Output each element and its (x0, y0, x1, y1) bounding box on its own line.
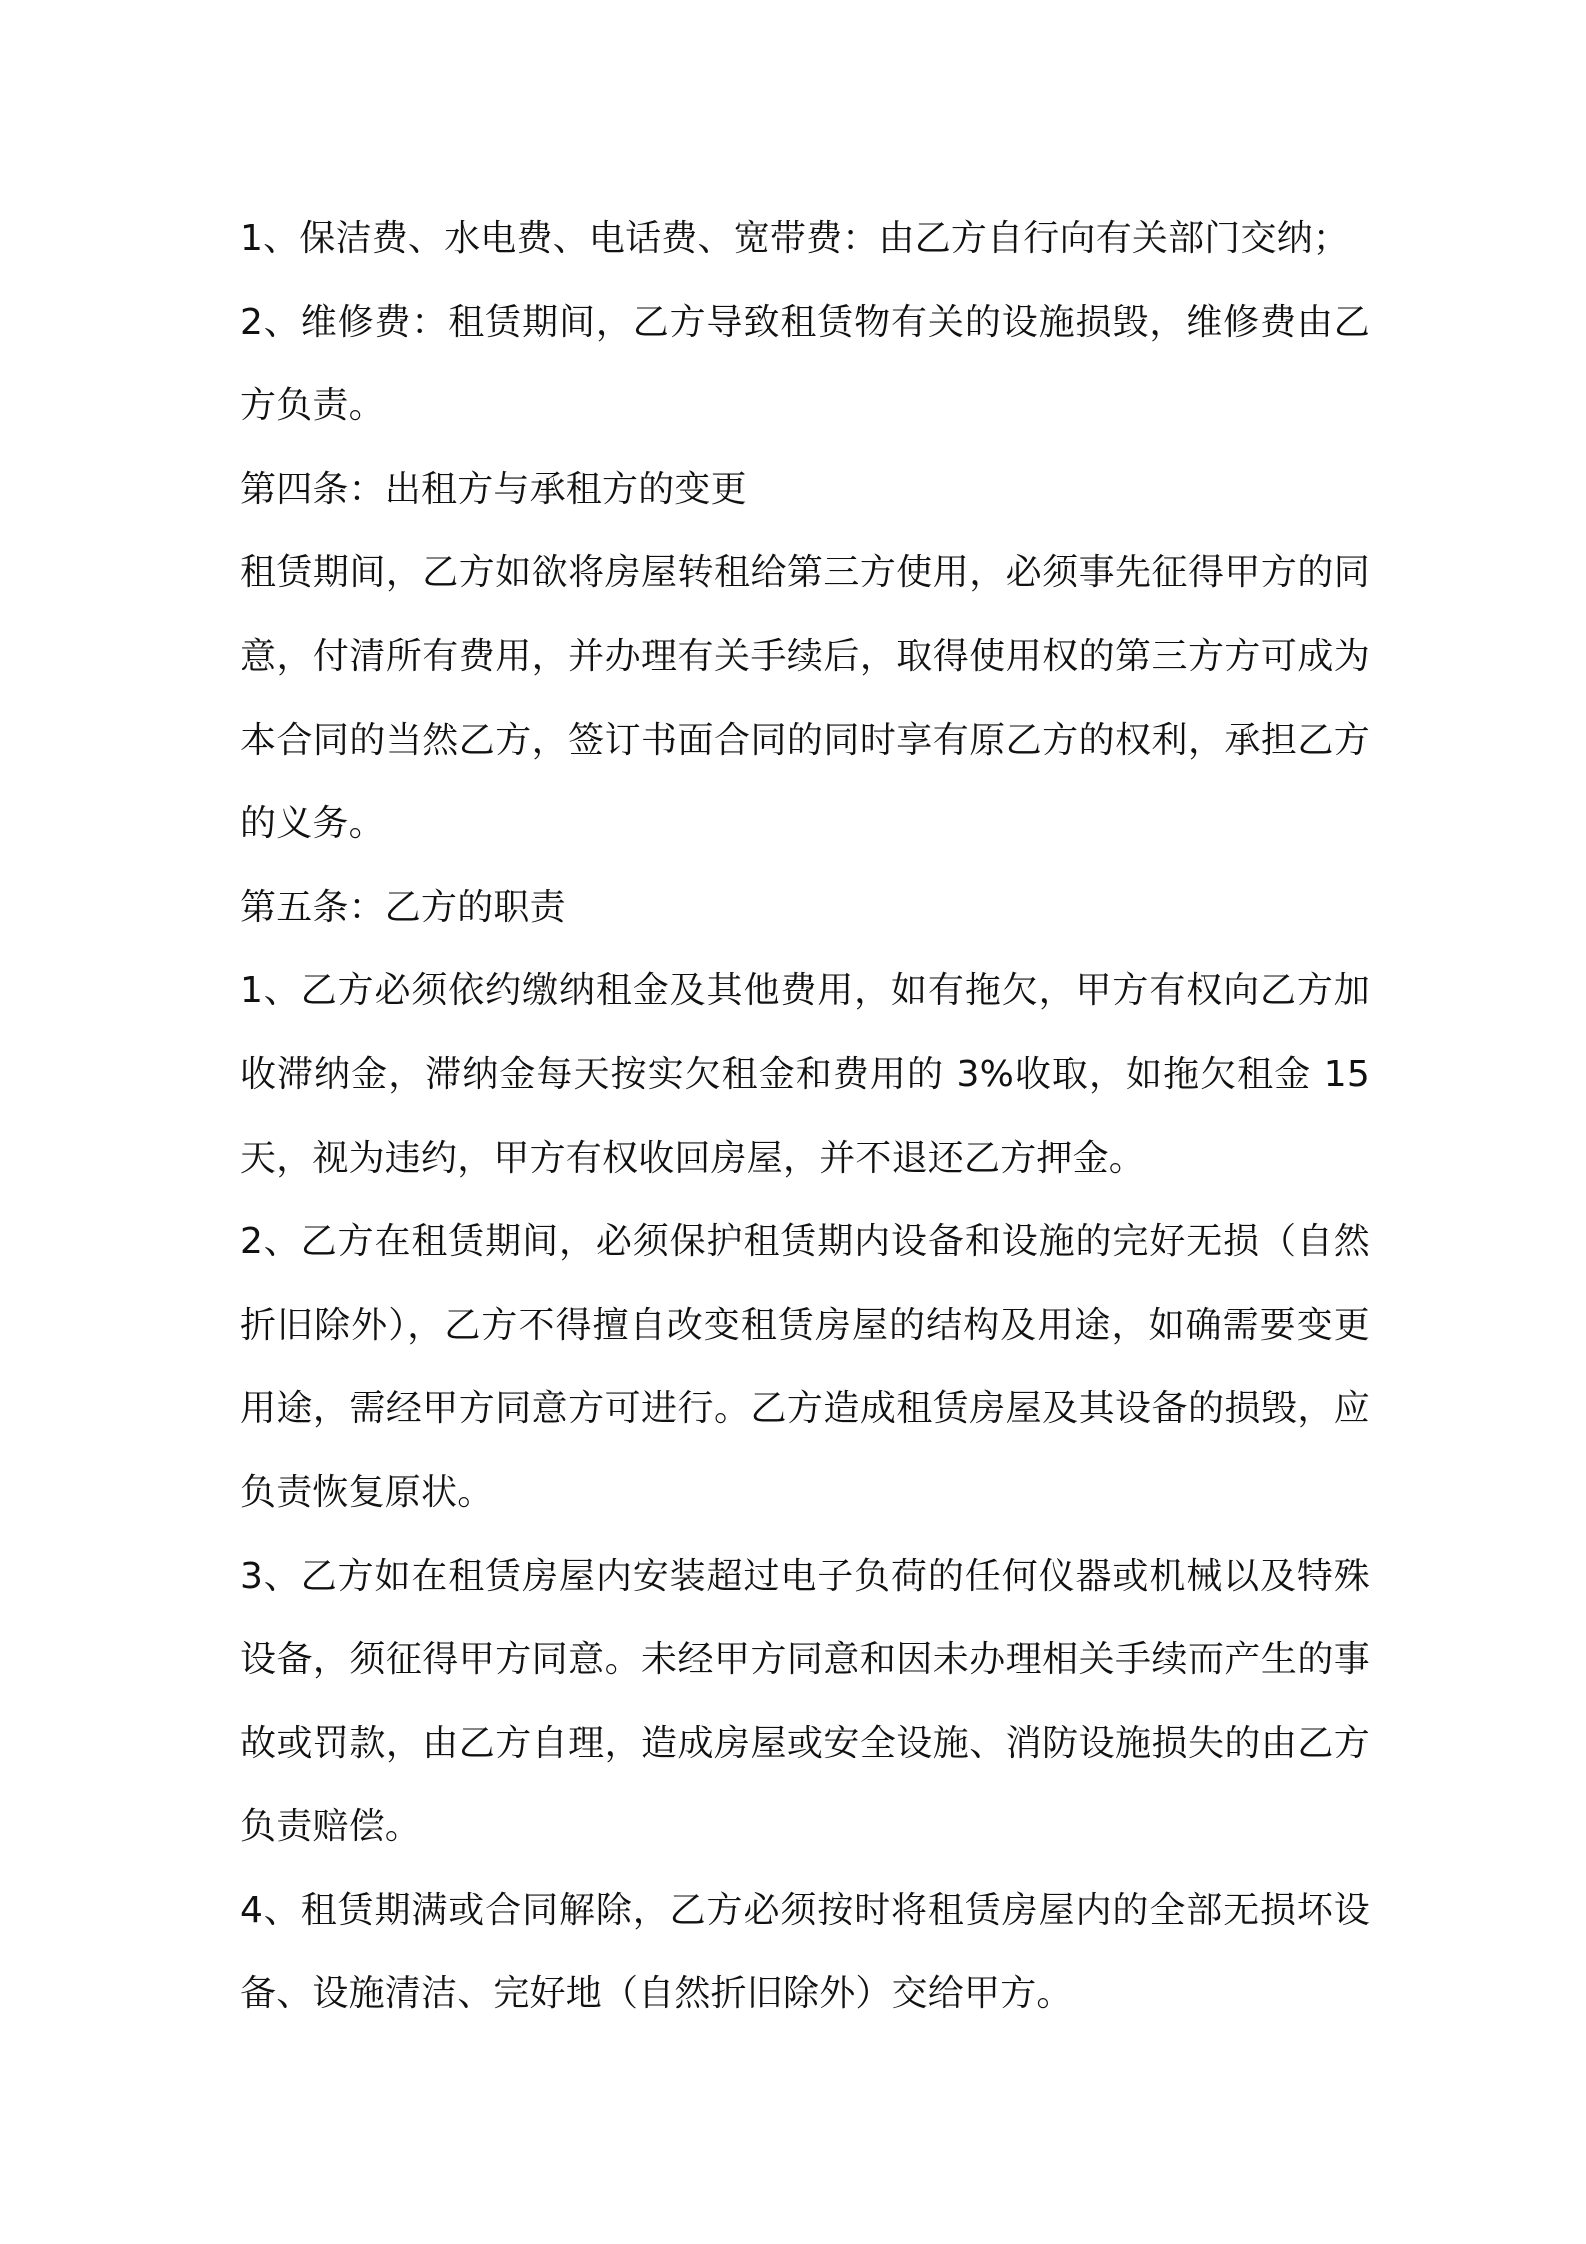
article-four-heading: 第四条：出租方与承租方的变更 (240, 468, 747, 510)
article-five-item-2: 2、乙方在租赁期间，必须保护租赁期内设备和设施的完好无损（自然折旧除外），乙方不得擅自改变租赁房屋的结构及用途，如确需要变更用途，需经甲方同意方可进行。乙方造成租赁房屋及其设备的损毁，应负责恢复原状。 (240, 1221, 1370, 1513)
article-five-item-4: 4、租赁期满或合同解除，乙方必须按时将租赁房屋内的全部无损坏设备、设施清洁、完好地（自然折旧除外）交给甲方。 (240, 1889, 1370, 2015)
document-body (240, 197, 1370, 2036)
clause-fees-cleaning-utilities: 1、保洁费、水电费、电话费、宽带费：由乙方自行向有关部门交纳； (240, 218, 1350, 259)
article-five-heading: 第五条：乙方的职责 (240, 886, 566, 928)
article-five-item-3: 3、乙方如在租赁房屋内安装超过电子负荷的任何仪器或机械以及特殊设备，须征得甲方同意。未经甲方同意和因未办理相关手续而产生的事故或罚款，由乙方自理，造成房屋或安全设施、消防设施损失的由乙方负责赔偿。 (240, 1555, 1370, 1848)
article-four-body: 租赁期间，乙方如欲将房屋转租给第三方使用，必须事先征得甲方的同意，付清所有费用，并办理有关手续后，取得使用权的第三方方可成为本合同的当然乙方，签订书面合同的同时享有原乙方的权利，承担乙方的义务。 (240, 552, 1370, 845)
clause-fees-repair: 2、维修费：租赁期间，乙方导致租赁物有关的设施损毁，维修费由乙方负责。 (240, 301, 1370, 427)
article-five-item-1: 1、乙方必须依约缴纳租金及其他费用，如有拖欠，甲方有权向乙方加收滞纳金，滞纳金每天按实欠租金和费用的 3%收取，如拖欠租金 15 天，视为违约，甲方有权收回房屋，并不退还乙方押金。 (240, 970, 1370, 1179)
